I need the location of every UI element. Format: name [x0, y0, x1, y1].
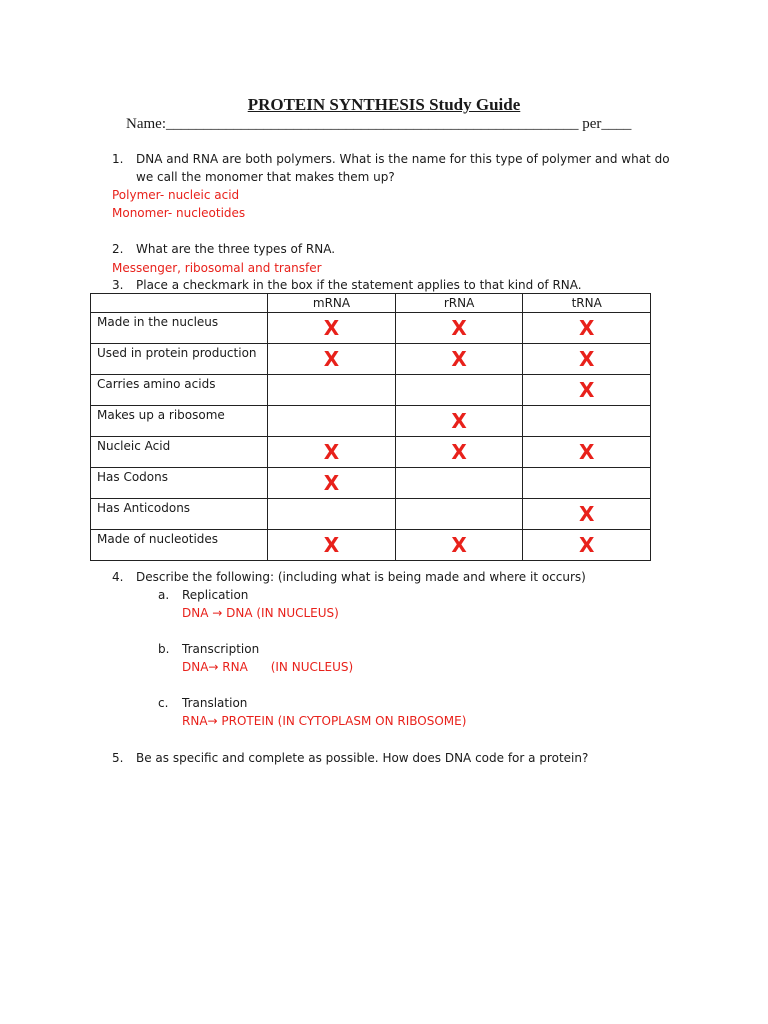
- answer-polymer: Polymer- nucleic acid: [112, 188, 240, 202]
- question-text: Describe the following: (including what is being made and where it occurs): [136, 570, 586, 584]
- table-header-row: [91, 294, 651, 313]
- header-rrna: rRNA: [395, 294, 523, 313]
- row-label: Has Codons: [91, 468, 268, 499]
- name-line: Name:_______________________________________________________ per____: [126, 116, 632, 132]
- rrna-cell: X: [395, 313, 523, 344]
- question-number: 2.: [112, 242, 124, 256]
- question-number: 5.: [112, 751, 124, 765]
- header-blank: [91, 294, 268, 313]
- question-3: [112, 276, 582, 294]
- page-title: PROTEIN SYNTHESIS Study Guide: [247, 95, 521, 114]
- row-label: Makes up a ribosome: [91, 406, 268, 437]
- question-text: Place a checkmark in the box if the statement applies to that kind of RNA.: [136, 278, 582, 292]
- subquestion-letter: a.: [158, 588, 170, 602]
- mrna-cell: [268, 499, 396, 530]
- subquestion-replication: [158, 586, 248, 604]
- rrna-cell: X: [395, 530, 523, 561]
- subquestion-term: Transcription: [182, 642, 260, 656]
- answer-transcription: DNA→ RNA (IN NUCLEUS): [182, 660, 354, 674]
- trna-cell: X: [523, 344, 651, 375]
- question-1: [112, 150, 670, 168]
- trna-cell: X: [523, 313, 651, 344]
- rrna-cell: [395, 375, 523, 406]
- rna-checkmark-table: [90, 293, 651, 561]
- table-row: [91, 499, 651, 530]
- subquestion-term: Replication: [182, 588, 249, 602]
- question-1-continued: we call the monomer that makes them up?: [136, 170, 395, 184]
- subquestion-letter: c.: [158, 696, 169, 710]
- table-row: [91, 313, 651, 344]
- row-label: Made of nucleotides: [91, 530, 268, 561]
- mrna-cell: X: [268, 530, 396, 561]
- trna-cell: X: [523, 375, 651, 406]
- question-text: Be as specific and complete as possible. How does DNA code for a protein?: [136, 751, 589, 765]
- subquestion-letter: b.: [158, 642, 170, 656]
- question-text: DNA and RNA are both polymers. What is the name for this type of polymer and what do: [136, 152, 670, 166]
- rrna-cell: X: [395, 344, 523, 375]
- trna-cell: [523, 406, 651, 437]
- trna-cell: [523, 468, 651, 499]
- row-label: Nucleic Acid: [91, 437, 268, 468]
- trna-cell: X: [523, 437, 651, 468]
- question-number: 1.: [112, 152, 124, 166]
- subquestion-translation: [158, 694, 247, 712]
- answer-rna-types: Messenger, ribosomal and transfer: [112, 261, 322, 275]
- answer-replication: DNA → DNA (IN NUCLEUS): [182, 606, 339, 620]
- rrna-cell: X: [395, 437, 523, 468]
- row-label: Has Anticodons: [91, 499, 268, 530]
- table-row: [91, 344, 651, 375]
- header-mrna: mRNA: [268, 294, 396, 313]
- rrna-cell: X: [395, 406, 523, 437]
- rrna-cell: [395, 468, 523, 499]
- question-4: [112, 568, 586, 586]
- row-label: Used in protein production: [91, 344, 268, 375]
- subquestion-term: Translation: [182, 696, 248, 710]
- mrna-cell: X: [268, 313, 396, 344]
- table-row: [91, 468, 651, 499]
- rrna-cell: [395, 499, 523, 530]
- question-2: [112, 240, 335, 258]
- trna-cell: X: [523, 499, 651, 530]
- subquestion-transcription: [158, 640, 259, 658]
- table-row: [91, 530, 651, 561]
- table-row: [91, 375, 651, 406]
- mrna-cell: [268, 406, 396, 437]
- mrna-cell: X: [268, 344, 396, 375]
- question-5: [112, 749, 588, 767]
- table-row: [91, 406, 651, 437]
- mrna-cell: X: [268, 437, 396, 468]
- question-text: What are the three types of RNA.: [136, 242, 336, 256]
- row-label: Carries amino acids: [91, 375, 268, 406]
- row-label: Made in the nucleus: [91, 313, 268, 344]
- answer-translation: RNA→ PROTEIN (IN CYTOPLASM ON RIBOSOME): [182, 714, 467, 728]
- mrna-cell: X: [268, 468, 396, 499]
- table-row: [91, 437, 651, 468]
- question-number: 3.: [112, 278, 124, 292]
- answer-monomer: Monomer- nucleotides: [112, 206, 246, 220]
- trna-cell: X: [523, 530, 651, 561]
- question-number: 4.: [112, 570, 124, 584]
- header-trna: tRNA: [523, 294, 651, 313]
- mrna-cell: [268, 375, 396, 406]
